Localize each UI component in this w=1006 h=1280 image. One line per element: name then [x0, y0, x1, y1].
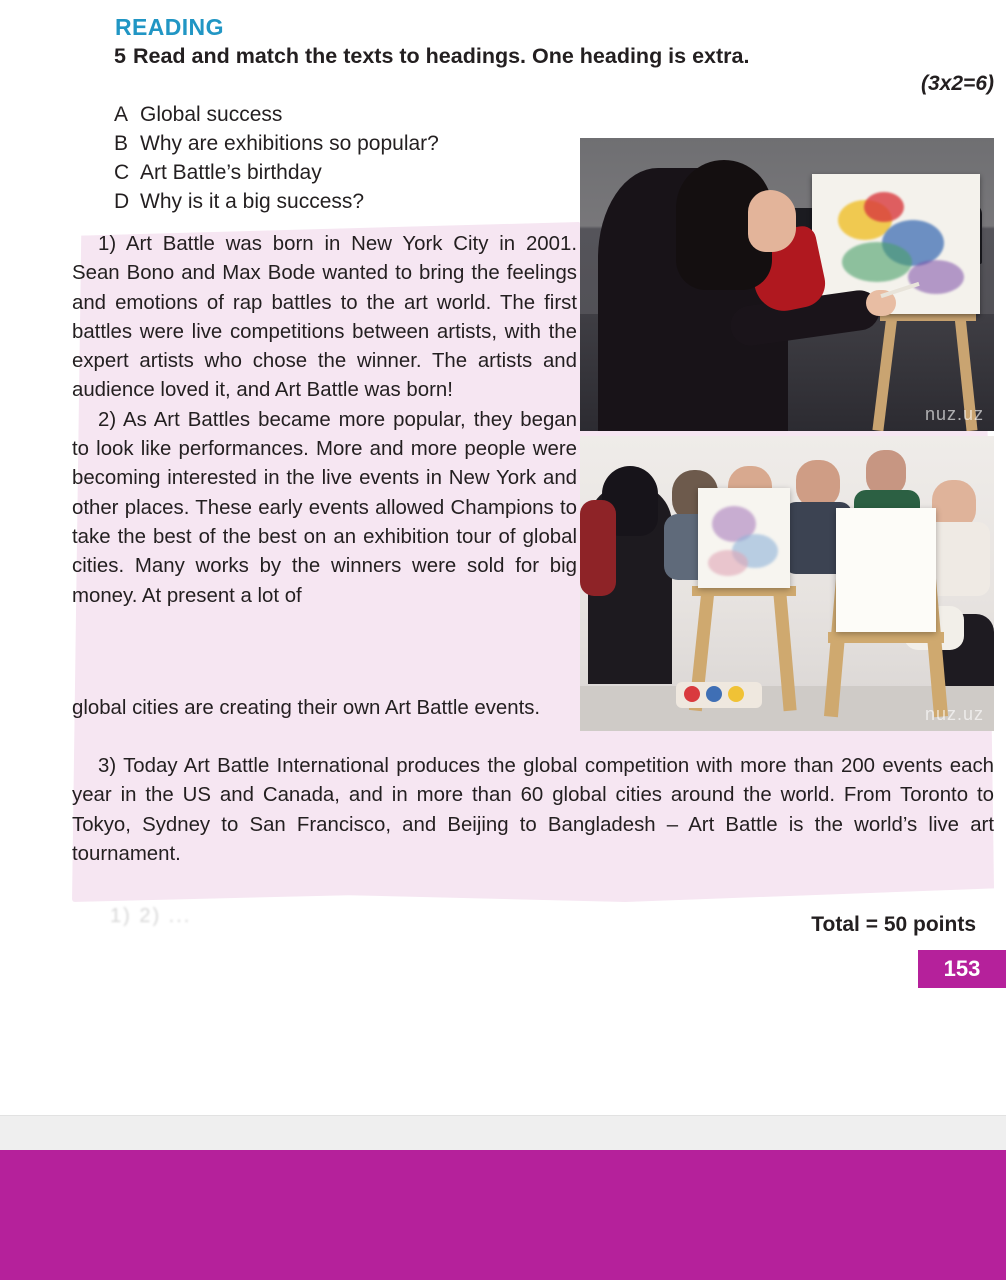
paragraph-2-column	[72, 406, 577, 611]
paragraph-2-continuation: global cities are creating their own Art Battle events.	[72, 697, 541, 719]
total-score-line	[811, 913, 976, 937]
heading-item	[114, 129, 584, 158]
photo-painting-woman	[580, 138, 994, 431]
task-instruction-text: Read and match the texts to headings. One heading is extra.	[132, 44, 750, 68]
heading-label: Why is it a big success?	[140, 190, 365, 213]
viewer-strip-grey	[0, 1115, 1006, 1151]
heading-label: Art Battle’s birthday	[140, 161, 322, 184]
heading-letter: A	[114, 103, 129, 126]
audience-red-jacket	[580, 500, 616, 596]
task-number: 5	[114, 44, 126, 68]
heading-item	[114, 100, 584, 129]
task-points-note: (3x2=6)	[921, 72, 994, 95]
canvas-artwork	[698, 488, 790, 588]
headings-list	[114, 100, 584, 216]
reading-text-full-width	[72, 752, 994, 869]
audience-head	[796, 460, 840, 508]
total-equals: =	[865, 913, 878, 936]
reading-text-column	[72, 230, 577, 611]
paragraph-3-text: 3) Today Art Battle International produces the global competition with more than 200 events each year in the US and Canada, and in more than 60 global cities around the world. From Toronto to Tokyo, Sydney to San Francisco, and Beijing to Bangladesh – Art Battle is the world’s live art tournament.	[72, 755, 994, 865]
paragraph-1	[72, 230, 577, 406]
faded-pencil-marks: 1) 2) ...	[110, 905, 192, 927]
photo-watermark: nuz.uz	[924, 404, 984, 424]
photo-art-battle-event	[580, 436, 994, 731]
heading-letter: C	[114, 161, 130, 184]
task-instruction	[114, 44, 974, 69]
section-heading: READING	[115, 14, 224, 40]
next-page-top-band	[0, 1150, 1006, 1280]
heading-item	[114, 158, 584, 187]
photo-watermark: nuz.uz	[924, 704, 984, 724]
paint-stroke	[864, 192, 904, 222]
total-value: 50 points	[883, 913, 976, 936]
heading-item	[114, 187, 584, 216]
paragraph-2-text: 2) As Art Battles became more popular, they began to look like performances. More and more people were becoming interested in the live events in New York and other places. These early events allowed Champions to take the best of the best on an exhibition tour of global cities. Many works by the winners were sold for big money. At present a lot of	[72, 408, 577, 607]
heading-label: Why are exhibitions so popular?	[140, 132, 439, 155]
paint-stroke	[708, 550, 748, 576]
paragraph-3	[72, 752, 994, 869]
page-number-badge: 153	[918, 950, 1006, 988]
total-label: Total	[811, 913, 860, 936]
paint-stroke	[842, 242, 912, 282]
heading-letter: D	[114, 190, 130, 213]
person-face	[748, 190, 796, 252]
easel-tray	[828, 632, 944, 643]
canvas-blank	[836, 508, 936, 632]
paint-stroke	[908, 260, 964, 294]
paragraph-1-text: 1) Art Battle was born in New York City in 2001. Sean Bono and Max Bode wanted to bring the feelings and emotions of rap battles to the art world. The first battles were live competitions between artists, with the expert artists who chose the winner. The artists and audience loved it, and Art Battle was born!	[72, 233, 577, 402]
heading-label: Global success	[140, 103, 283, 126]
heading-letter: B	[114, 132, 129, 155]
page-gap	[0, 1095, 1006, 1115]
